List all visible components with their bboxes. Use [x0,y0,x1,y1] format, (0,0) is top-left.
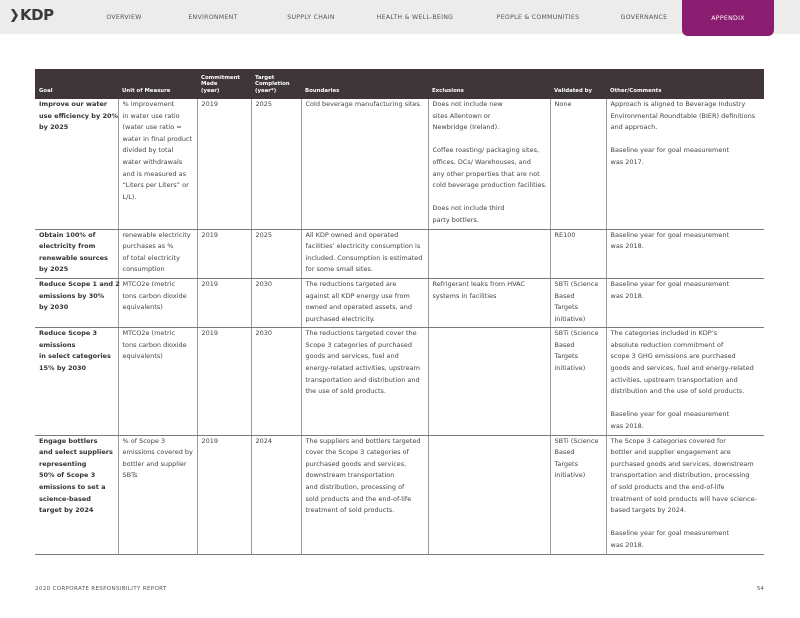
cell-text-line: by 2025 [39,123,69,132]
cell-text-line: Baseline year for goal measurement [610,410,730,419]
cell-text-line: Targets [554,303,578,312]
cell-text-line: science-based [39,494,91,503]
cell-text-line: Refrigerant leaks from HVAC [432,279,525,288]
cell-text-line: and approach. [610,123,658,132]
cell-text-line: consumption [122,265,165,274]
spacer [611,517,761,529]
cell-text: 2019 [201,100,219,108]
header-validated-by: Validated by [550,69,606,99]
cell-text-line: based targets by 2024. [610,506,687,515]
cell-text-line: cold beverage production facilities. [432,181,547,190]
cell-text-line: Environmental Roundtable (BIER) definitions [610,111,756,120]
cell-text-line: was 2018. [610,291,644,300]
exclusions-cell [428,328,550,435]
commitment-year-cell [197,328,251,435]
cell-text-line: L/L). [122,192,137,201]
goals-table [35,69,764,555]
cell-text-line: and select suppliers [39,448,113,457]
comments-cell [606,278,764,327]
cell-text-line: initiative) [554,314,586,323]
validated-by-cell [550,99,606,229]
cell-text-line: purchases as % [122,242,174,251]
table-row [35,328,764,435]
spacer [611,398,761,410]
cell-text-line: water withdrawals [122,157,183,166]
cell-text-line: purchased goods and services, downstream [610,459,754,468]
cell-text-line: purchased goods and services, [305,459,407,468]
cell-text-line: bottler and supplier engagement are [610,448,731,457]
header-other-comments: Other/Comments [606,69,764,99]
spacer [433,192,546,204]
cell-text-line: Baseline year for goal measurement [610,529,730,538]
cell-text-line: The suppliers and bottlers targeted [305,436,421,445]
cell-text-line: Obtain 100% of [39,230,96,239]
goal-cell [35,278,118,327]
cell-text-line: for some small sites. [305,265,373,274]
cell-text-line: owned and operated assets, and [305,303,412,312]
cell-text-line: RE100 [554,230,576,239]
cell-text-line: SBTi (Science [554,436,599,445]
cell-text-line: Does not include new [432,100,503,108]
cell-text-line: The reductions targeted cover the [305,329,417,338]
boundaries-cell [301,278,428,327]
validated-by-cell [550,435,606,554]
validated-by-cell [550,229,606,278]
cell-text-line: Reduce Scope 1 and 2 [39,279,120,288]
target-year-cell [251,328,301,435]
cell-text-line: Approach is aligned to Beverage Industry [610,100,746,108]
cell-text-line: was 2018. [610,540,644,549]
cell-text-line: target by 2024 [39,506,94,515]
table-row [35,278,764,327]
footer-report-title: 2020 CORPORATE RESPONSIBILITY REPORT [35,586,167,592]
cell-text: 2019 [201,230,219,239]
target-year-cell [251,229,301,278]
cell-text-line: the use of sold products. [305,387,386,396]
spacer [433,134,546,146]
cell-text-line: bottler and supplier [122,459,187,468]
kdp-x-mark-icon [11,9,19,22]
cell-text-line: % of Scope 3 [122,436,166,445]
exclusions-cell [428,278,550,327]
cell-text-line: Baseline year for goal measurement [610,279,730,288]
cell-text-line: offices, DCs/ Warehouses, and [432,157,531,166]
cell-text-line: MTCO2e (metric [122,279,176,288]
cell-text-line: by 2030 [39,303,69,312]
target-year-cell [251,435,301,554]
cell-text-line: Based [554,291,575,300]
goal-cell [35,328,118,435]
target-year-cell [251,99,301,229]
cell-text-line: Does not include third [432,204,505,213]
cell-text-line: Targets [554,459,578,468]
cell-text-line: Based [554,448,575,457]
footer-page-number: 54 [756,586,764,592]
cell-text-line: tons carbon dioxide [122,340,187,349]
nav-supply-chain[interactable]: SUPPLY CHAIN [287,13,335,21]
cell-text-line: in water use ratio [122,111,180,120]
boundaries-cell [301,328,428,435]
cell-text-line: All KDP owned and operated [305,230,399,239]
cell-text-line: Engage bottlers [39,436,98,445]
cell-text-line: SBTs [122,471,138,480]
validated-by-cell [550,278,606,327]
cell-text-line: and is measured as [122,169,186,178]
commitment-year-cell [197,435,251,554]
top-navigation-bar [0,0,800,34]
cell-text-line: divided by total [122,146,174,155]
comments-cell [606,99,764,229]
cell-text-line: The reductions targeted are [305,279,397,288]
cell-text-line: electricity from [39,242,96,251]
cell-text-line: “Liters per Liters” or [122,181,189,190]
unit-cell [118,278,197,327]
cell-text-line: Scope 3 categories of purchased [305,340,413,349]
cell-text-line: emissions by 30% [39,291,105,300]
cell-text-line: treatment of sold products. [305,506,395,515]
cell-text-line: % improvement [122,100,175,108]
cell-text-line: Cold beverage manufacturing sites. [305,100,422,108]
nav-health-well-being[interactable]: HEALTH & WELL-BEING [376,13,454,21]
exclusions-cell [428,99,550,229]
nav-people-communities[interactable]: PEOPLE & COMMUNITIES [496,13,580,21]
cell-text-line: activities, upstream transportation and [610,375,738,384]
cell-text-line: energy-related activities, upstream [305,364,420,373]
cell-text-line: Improve our water [39,100,108,108]
table-row [35,99,764,229]
cell-text-line: systems in facilities [432,291,497,300]
cell-text-line: goods and services, fuel and [305,352,399,361]
cell-text-line: 50% of Scope 3 [39,471,96,480]
cell-text-line: SBTi (Science [554,329,599,338]
cell-text: 2030 [255,329,273,338]
exclusions-cell [428,229,550,278]
unit-cell [118,328,197,435]
cell-text-line: transportation and distribution, processing [610,471,750,480]
goal-cell [35,229,118,278]
cell-text-line: Reduce Scope 3 [39,329,98,338]
boundaries-cell [301,435,428,554]
cell-text: 2019 [201,279,219,288]
cell-text-line: renewable sources [39,253,108,262]
nav-governance[interactable]: GOVERNANCE [620,13,668,21]
cell-text: 2025 [255,230,273,239]
table-row [35,435,764,554]
target-year-cell [251,278,301,327]
cell-text-line: renewable electricity [122,230,191,239]
exclusions-cell [428,435,550,554]
cell-text-line: cover the Scope 3 categories of [305,448,409,457]
boundaries-cell [301,229,428,278]
header-exclusions: Exclusions [428,69,550,99]
cell-text: 2019 [201,436,219,445]
cell-text: 2024 [255,436,273,445]
cell-text-line: water in final product [122,134,193,143]
nav-environment[interactable]: ENVIRONMENT [188,13,238,21]
header-boundaries: Boundaries [301,69,428,99]
cell-text-line: downstream transportation [305,471,395,480]
cell-text-line: use efficiency by 20% [39,111,119,120]
cell-text-line: Coffee roasting/ packaging sites, [432,146,540,155]
cell-text-line: was 2018. [610,422,644,431]
cell-text-line: initiative) [554,364,586,373]
cell-text-line: scope 3 GHG emissions are purchased [610,352,736,361]
comments-cell [606,229,764,278]
cell-text-line: equivalents) [122,303,163,312]
cell-text-line: against all KDP energy use from [305,291,410,300]
cell-text-line: emissions covered by [122,448,193,457]
cell-text-line: facilities’ electricity consumption is [305,242,421,251]
nav-overview[interactable]: OVERVIEW [106,13,142,21]
cell-text-line: equivalents) [122,352,163,361]
cell-text-line: Targets [554,352,578,361]
cell-text-line: treatment of sold products will have science- [610,494,757,503]
cell-text-line: sites Allentown or [432,111,491,120]
cell-text-line: tons carbon dioxide [122,291,187,300]
cell-text: 2030 [255,279,273,288]
header-goal: Goal [35,69,118,99]
cell-text-line: The Scope 3 categories covered for [610,436,726,445]
cell-text-line: SBTi (Science [554,279,599,288]
table-header-row [35,69,764,99]
cell-text-line: in select categories [39,352,111,361]
goal-cell [35,99,118,229]
cell-text-line: distribution and the use of sold products. [610,387,745,396]
kdp-logo[interactable] [11,7,54,23]
comments-cell [606,435,764,554]
commitment-year-cell [197,229,251,278]
commitment-year-cell [197,278,251,327]
cell-text-line: Baseline year for goal measurement [610,146,730,155]
cell-text-line: None [554,100,572,108]
cell-text-line: The categories included in KDP’s [610,329,718,338]
cell-text-line: Based [554,340,575,349]
goal-cell [35,435,118,554]
commitment-year-cell [197,99,251,229]
cell-text-line: was 2018. [610,242,644,251]
unit-cell [118,99,197,229]
validated-by-cell [550,328,606,435]
cell-text: 2019 [201,329,219,338]
cell-text-line: absolute reduction commitment of [610,340,724,349]
header-commitment-made: Commitment Made (year) [197,69,251,99]
cell-text-line: and distribution, processing of [305,483,405,491]
cell-text-line: Baseline year for goal measurement [610,230,730,239]
cell-text-line: initiative) [554,471,586,480]
cell-text-line: emissions [39,340,76,349]
cell-text-line: emissions to set a [39,483,106,491]
cell-text-line: of sold products and the end-of-life [610,483,725,491]
cell-text-line: representing [39,459,87,468]
nav-appendix[interactable]: APPENDIX [682,0,774,36]
cell-text-line: goods and services, fuel and energy-related [610,364,754,373]
header-unit-of-measure: Unit of Measure [118,69,197,99]
cell-text-line: purchased electricity. [305,314,375,323]
unit-cell [118,229,197,278]
cell-text-line: Newbridge (Ireland). [432,123,500,132]
cell-text-line: party bottlers. [432,215,479,224]
cell-text-line: 15% by 2030 [39,364,87,373]
comments-cell [606,328,764,435]
cell-text-line: (water use ratio = [122,123,182,132]
logo-text: KDP [20,6,54,24]
cell-text-line: was 2017. [610,157,644,166]
cell-text-line: any other properties that are not [432,169,540,178]
cell-text-line: MTCO2e (metric [122,329,176,338]
cell-text-line: transportation and distribution and [305,375,420,384]
cell-text-line: sold products and the end-of-life [305,494,412,503]
boundaries-cell [301,99,428,229]
table-row [35,229,764,278]
cell-text-line: included. Consumption is estimated [305,253,423,262]
cell-text: 2025 [255,100,273,108]
header-target-completion: Target Completion (year*) [251,69,301,99]
cell-text-line: of total electricity [122,253,180,262]
unit-cell [118,435,197,554]
spacer [611,134,761,146]
cell-text-line: by 2025 [39,265,69,274]
